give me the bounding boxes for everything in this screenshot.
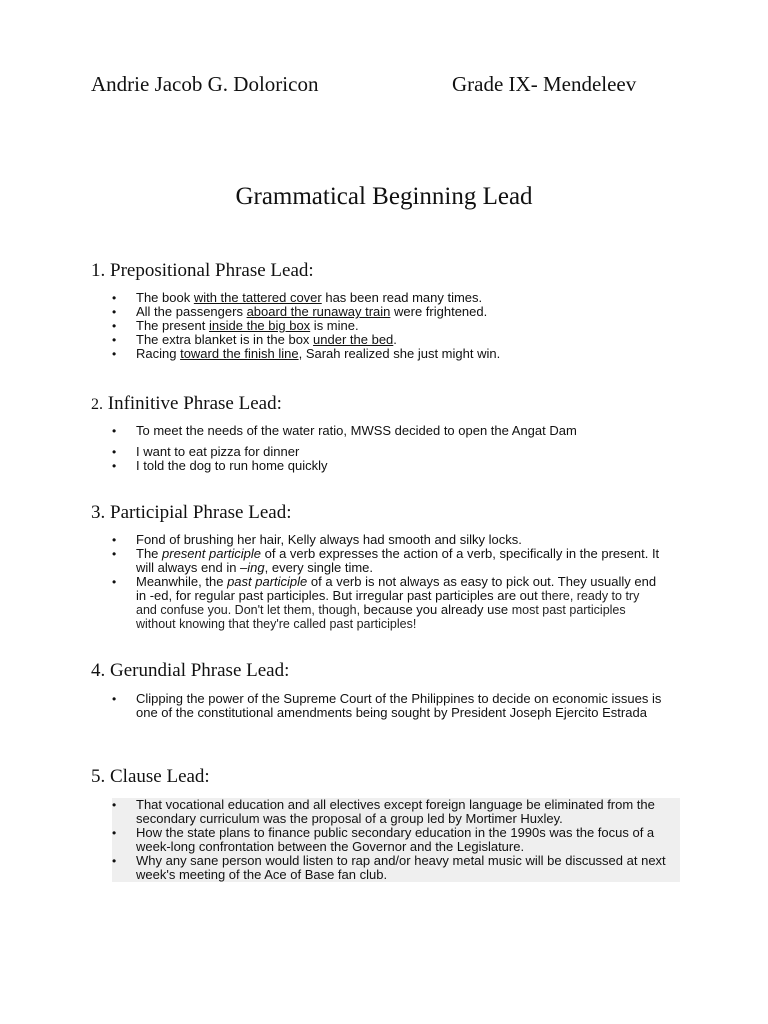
section-title: Infinitive Phrase Lead:	[107, 393, 282, 414]
section-title: Prepositional Phrase Lead:	[110, 260, 314, 281]
list-item: • I want to eat pizza for dinner	[112, 445, 577, 459]
section-title: Participial Phrase Lead:	[110, 502, 292, 523]
list-item: • The present participle of a verb expresses the action of a verb, specifically in the present. It will always end in –ing, every single time.	[112, 547, 662, 575]
gerundial-list	[112, 692, 672, 720]
section-title: Gerundial Phrase Lead:	[110, 660, 290, 681]
list-item: • The extra blanket is in the box under the bed.	[112, 333, 500, 347]
section-number: 1.	[91, 260, 106, 281]
list-item: • Meanwhile, the past participle of a verb is not always as easy to pick out. They usually end in -ed, for regular past participles. But irregular past participles are out there, ready to try and confuse you. Don't let them, though, because you already use most past participles without knowing that they're called past participles!	[112, 575, 662, 631]
infinitive-list	[112, 424, 577, 473]
list-item: • The book with the tattered cover has been read many times.	[112, 291, 500, 305]
list-item: • Racing toward the finish line, Sarah realized she just might win.	[112, 347, 500, 361]
section-heading-infinitive	[91, 393, 282, 415]
section-heading-clause	[91, 766, 210, 788]
list-item: • The present inside the big box is mine.	[112, 319, 500, 333]
section-heading-participial	[91, 502, 292, 524]
section-number: 4.	[91, 660, 106, 681]
prepositional-list	[112, 291, 500, 361]
list-item: • Clipping the power of the Supreme Court of the Philippines to decide on economic issues is one of the constitutional amendments being sought by President Joseph Ejercito Estrada	[112, 692, 672, 720]
participial-list	[112, 533, 662, 631]
list-item: • All the passengers aboard the runaway train were frightened.	[112, 305, 500, 319]
section-heading-gerundial	[91, 660, 289, 682]
grade-section: Grade IX- Mendeleev	[452, 72, 637, 96]
section-heading-prepositional	[91, 260, 314, 282]
student-name: Andrie Jacob G. Doloricon	[91, 72, 319, 96]
list-item: • That vocational education and all electives except foreign language be eliminated from the secondary curriculum was the proposal of a group led by Mortimer Huxley.	[112, 798, 680, 826]
section-number: 2.	[91, 396, 103, 413]
list-item: • I told the dog to run home quickly	[112, 459, 577, 473]
page-title: Grammatical Beginning Lead	[235, 183, 533, 210]
list-item: • Fond of brushing her hair, Kelly always had smooth and silky locks.	[112, 533, 662, 547]
list-item: • Why any sane person would listen to rap and/or heavy metal music will be discussed at next week's meeting of the Ace of Base fan club.	[112, 854, 680, 882]
section-number: 3.	[91, 502, 106, 523]
list-item: • How the state plans to finance public secondary education in the 1990s was the focus of a week-long confrontation between the Governor and the Legislature.	[112, 826, 680, 854]
section-title: Clause Lead:	[110, 766, 210, 787]
clause-list	[112, 798, 680, 882]
list-item: • To meet the needs of the water ratio, MWSS decided to open the Angat Dam	[112, 424, 577, 438]
section-number: 5.	[91, 766, 106, 787]
